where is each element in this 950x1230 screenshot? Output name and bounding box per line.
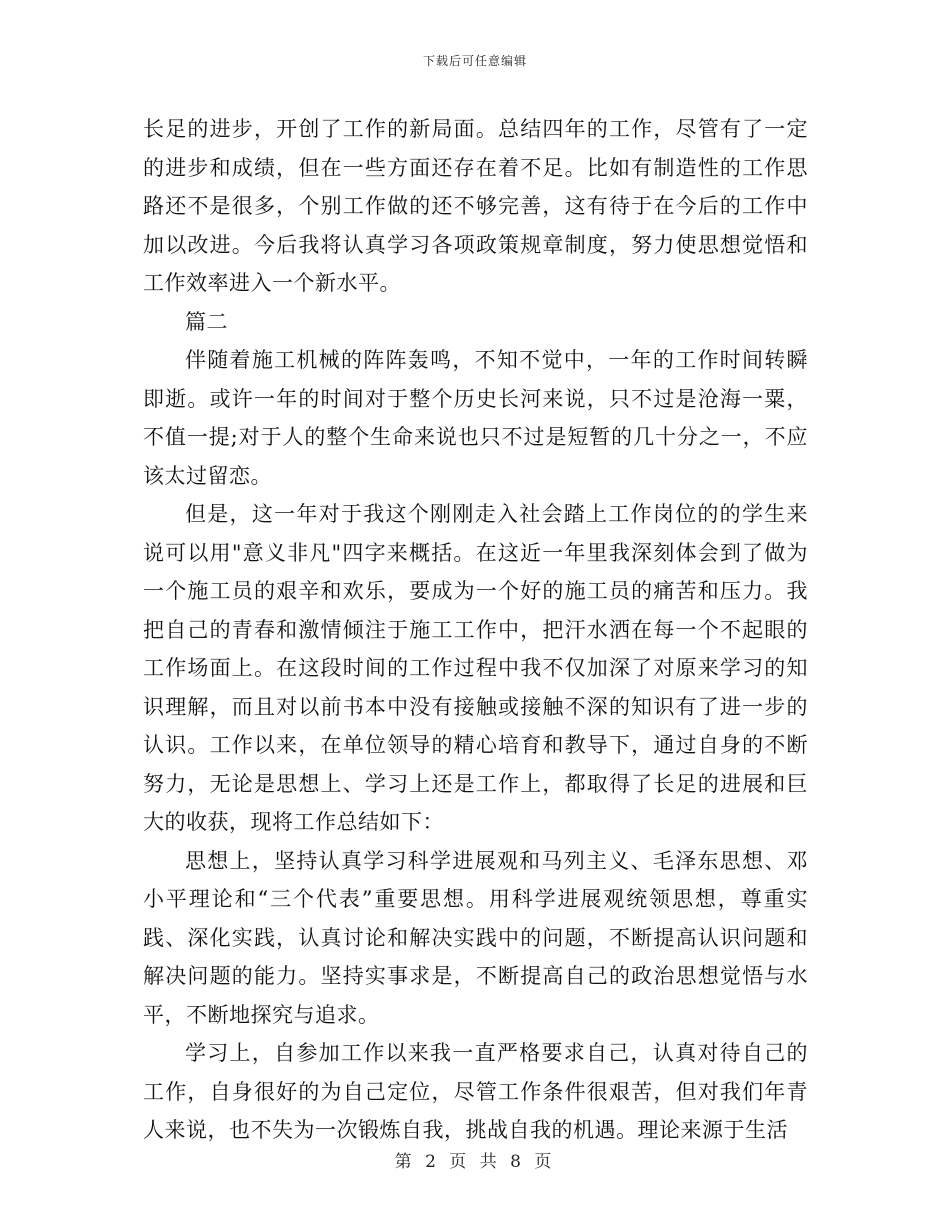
- page-header: 下载后可任意编辑: [422, 54, 527, 68]
- page-number: 第 2 页 共 8 页: [394, 1152, 556, 1172]
- paragraph: 学习上，自参加工作以来我一直严格要求自己，认真对待自己的工作，自身很好的为自己定位，尽管工作条件很艰苦，但对我们年青人来说，也不失为一次锻炼自我，挑战自我的机遇。理论来源于生活: [143, 1041, 808, 1142]
- paragraph: 伴随着施工机械的阵阵轰鸣，不知不觉中，一年的工作时间转瞬即逝。或许一年的时间对于整个历史长河来说，只不过是沧海一粟，不值一提;对于人的整个生命来说也只不过是短暂的几十分之一，不应该太过留恋。: [143, 348, 808, 488]
- paragraph-continued: 长足的进步，开创了工作的新局面。总结四年的工作，尽管有了一定的进步和成绩，但在一些方面还存在着不足。比如有制造性的工作思路还不是很多，个别工作做的还不够完善，这有待于在今后的工作中加以改进。今后我将认真学习各项政策规章制度，努力使思想觉悟和工作效率进入一个新水平。: [143, 117, 808, 295]
- paragraph: 思想上，坚持认真学习科学进展观和马列主义、毛泽东思想、邓小平理论和“三个代表”重要思想。用科学进展观统领思想，尊重实践、深化实践，认真讨论和解决实践中的问题，不断提高认识问题和解决问题的能力。坚持实事求是，不断提高自己的政治思想觉悟与水平，不断地探究与追求。: [143, 848, 808, 1027]
- document-body: [143, 110, 808, 1150]
- section-heading: 篇二: [185, 309, 228, 334]
- paragraph: 但是，这一年对于我这个刚刚走入社会踏上工作岗位的的学生来说可以用"意义非凡"四字来概括。在这近一年里我深刻体会到了做为一个施工员的艰辛和欢乐，要成为一个好的施工员的痛苦和压力。我把自己的青春和激情倾注于施工工作中，把汗水洒在每一个不起眼的工作场面上。在这段时间的工作过程中我不仅加深了对原来学习的知识理解，而且对以前书本中没有接触或接触不深的知识有了进一步的认识。工作以来，在单位领导的精心培育和教导下，通过自身的不断努力，无论是思想上、学习上还是工作上，都取得了长足的进展和巨大的收获，现将工作总结如下：: [143, 502, 808, 834]
